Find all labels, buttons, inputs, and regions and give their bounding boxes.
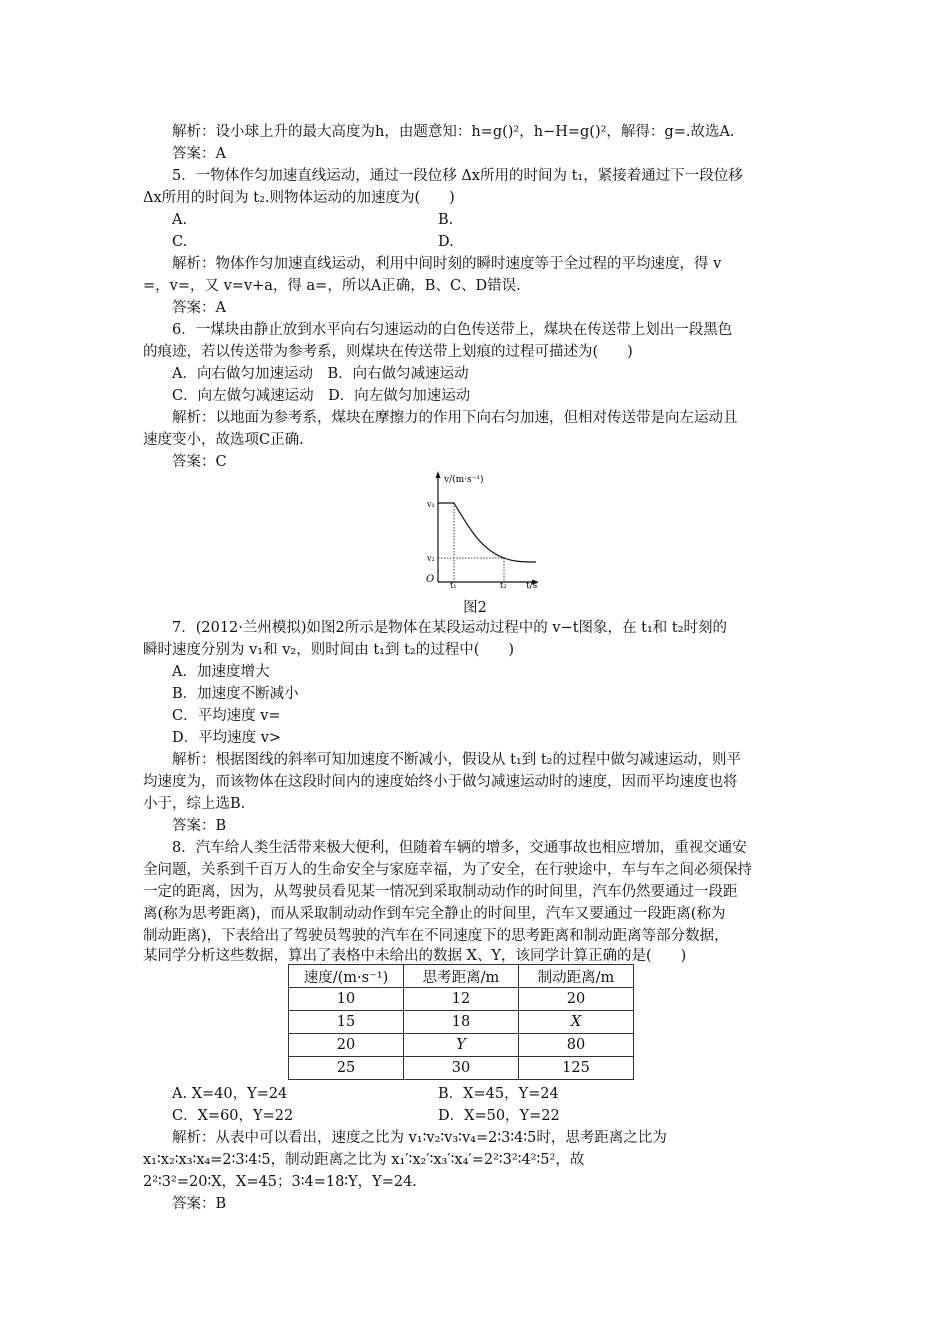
q5-options-row2	[172, 232, 872, 252]
q8-analysis: 解析：从表中可以看出，速度之比为 v₁∶v₂∶v₃∶v₄=2∶3∶4∶5时，思考距离之比为	[172, 1130, 667, 1146]
q5-option-a: A.	[172, 212, 188, 228]
table-cell: 80	[519, 1034, 634, 1057]
q8-stem-6: 某同学分析这些数据，算出了表格中未给出的数据 X、Y，该同学计算正确的是( )	[143, 948, 687, 964]
q8-answer: 答案：B	[172, 1196, 227, 1212]
q8-options-row2	[172, 1106, 872, 1126]
q7-analysis: 解析：根据图线的斜率可知加速度不断减小，假设从 t₁到 t₂的过程中做匀减速运动，则平	[172, 752, 741, 768]
table-cell: 15	[289, 1011, 404, 1034]
table-cell: X	[519, 1011, 634, 1034]
table-row	[289, 1011, 634, 1034]
table-cell: 18	[404, 1011, 519, 1034]
q8-stem-4: 离(称为思考距离)，而从采取制动动作到车完全静止的时间里，汽车又要通过一段距离(称为	[143, 906, 726, 922]
header-speed: 速度/(m·s⁻¹)	[289, 965, 404, 988]
q5-stem: 5．一物体作匀加速直线运动，通过一段位移 Δx所用的时间为 t₁，紧接着通过下一段位移	[172, 168, 743, 184]
q8-stem: 8．汽车给人类生活带来极大便利，但随着车辆的增多，交通事故也相应增加，重视交通安	[172, 840, 747, 856]
header-braking-distance: 制动距离/m	[519, 965, 634, 988]
table-row	[289, 1034, 634, 1057]
q4-analysis: 解析：设小球上升的最大高度为h，由题意知：h=g()²，h−H=g()²，解得：g=.故选A.	[172, 124, 735, 140]
v1-label: v₁	[427, 500, 435, 509]
q5-analysis: 解析：物体作匀加速直线运动，利用中间时刻的瞬时速度等于全过程的平均速度，得 v	[172, 256, 722, 272]
q5-option-d: D.	[438, 234, 454, 250]
q7-option-d: D．平均速度 v>	[172, 730, 282, 746]
q7-option-a: A．加速度增大	[172, 664, 270, 680]
table-cell: 10	[289, 988, 404, 1011]
q6-answer: 答案：C	[172, 454, 227, 470]
q6-options-cd: C．向左做匀减速运动 D．向左做匀加速运动	[172, 388, 471, 404]
q5-options-row1	[172, 210, 872, 230]
y-axis-label: v/(m·s⁻¹)	[444, 475, 484, 485]
q8-stem-3: 一定的距离，因为，从驾驶员看见某一情况到采取制动动作的时间里，汽车仍然要通过一段距	[143, 884, 738, 900]
table-header-row	[289, 965, 634, 988]
q8-analysis-2: x₁∶x₂∶x₃∶x₄=2∶3∶4∶5，制动距离之比为 x₁′∶x₂′∶x₃′∶x₄′=2²∶3²∶4²∶5²，故	[143, 1152, 585, 1168]
origin-label: O	[426, 574, 435, 585]
header-thinking-distance: 思考距离/m	[404, 965, 519, 988]
table-cell: 125	[519, 1057, 634, 1080]
v2-label: v₂	[427, 554, 435, 563]
q4-answer: 答案：A	[172, 146, 226, 162]
figure-caption: 图2	[463, 600, 487, 616]
q8-option-d: D．X=50，Y=22	[438, 1108, 560, 1124]
q5-answer: 答案：A	[172, 300, 226, 316]
q7-analysis-cont: 均速度为，而该物体在这段时间内的速度始终小于做匀减速运动时的速度，因而平均速度也将	[143, 774, 738, 790]
t2-label: t₂	[500, 581, 507, 590]
q7-option-c: C．平均速度 v=	[172, 708, 281, 724]
vt-graph	[420, 470, 540, 590]
q6-stem: 6．一煤块由静止放到水平向右匀速运动的白色传送带上，煤块在传送带上划出一段黑色	[172, 322, 733, 338]
q7-option-b: B．加速度不断减小	[172, 686, 299, 702]
q7-answer: 答案：B	[172, 818, 227, 834]
table-cell: 25	[289, 1057, 404, 1080]
q8-analysis-3: 2²∶3²=20∶X，X=45；3∶4=18∶Y，Y=24.	[143, 1174, 417, 1190]
q7-stem: 7．(2012·兰州模拟)如图2所示是物体在某段运动过程中的 v−t图象，在 t₁和 t₂时刻的	[172, 620, 728, 636]
table-row	[289, 988, 634, 1011]
braking-data-table	[288, 964, 634, 1080]
q5-option-b: B.	[438, 212, 454, 228]
q8-stem-2: 全问题，关系到千百万人的生命安全与家庭幸福，为了安全，在行驶途中，车与车之间必须保持	[143, 862, 752, 878]
q8-option-b: B．X=45，Y=24	[438, 1086, 559, 1102]
q6-analysis: 解析：以地面为参考系，煤块在摩擦力的作用下向右匀加速，但相对传送带是向左运动且	[172, 410, 738, 426]
q8-options-row1	[172, 1084, 872, 1104]
table-cell: 12	[404, 988, 519, 1011]
q5-analysis-cont: =，v=，又 v=v+a，得 a=，所以A正确，B、C、D错误.	[143, 278, 521, 294]
q5-option-c: C.	[172, 234, 188, 250]
y-axis-arrow	[436, 471, 441, 478]
table-cell: 30	[404, 1057, 519, 1080]
q6-stem-cont: 的痕迹，若以传送带为参考系，则煤块在传送带上划痕的过程可描述为( )	[143, 344, 633, 360]
q8-option-a: A. X=40，Y=24	[172, 1086, 288, 1102]
q7-stem-cont: 瞬时速度分别为 v₁和 v₂，则时间由 t₁到 t₂的过程中( )	[143, 642, 515, 658]
x-axis-label: t/s	[526, 581, 538, 590]
velocity-curve	[438, 503, 536, 562]
table-cell: 20	[519, 988, 634, 1011]
q8-stem-5: 制动距离)，下表给出了驾驶员驾驶的汽车在不同速度下的思考距离和制动距离等部分数据，	[143, 928, 729, 944]
table-cell: 20	[289, 1034, 404, 1057]
q6-options-ab: A．向右做匀加速运动 B．向右做匀减速运动	[172, 366, 469, 382]
table-cell: Y	[404, 1034, 519, 1057]
q6-analysis-cont: 速度变小，故选项C正确.	[143, 432, 304, 448]
t1-label: t₁	[450, 581, 457, 590]
table-row	[289, 1057, 634, 1080]
q7-analysis-end: 小于，综上选B.	[143, 796, 246, 812]
q5-stem-cont: Δx所用的时间为 t₂.则物体运动的加速度为( )	[143, 190, 455, 206]
q8-option-c: C．X=60，Y=22	[172, 1108, 294, 1124]
